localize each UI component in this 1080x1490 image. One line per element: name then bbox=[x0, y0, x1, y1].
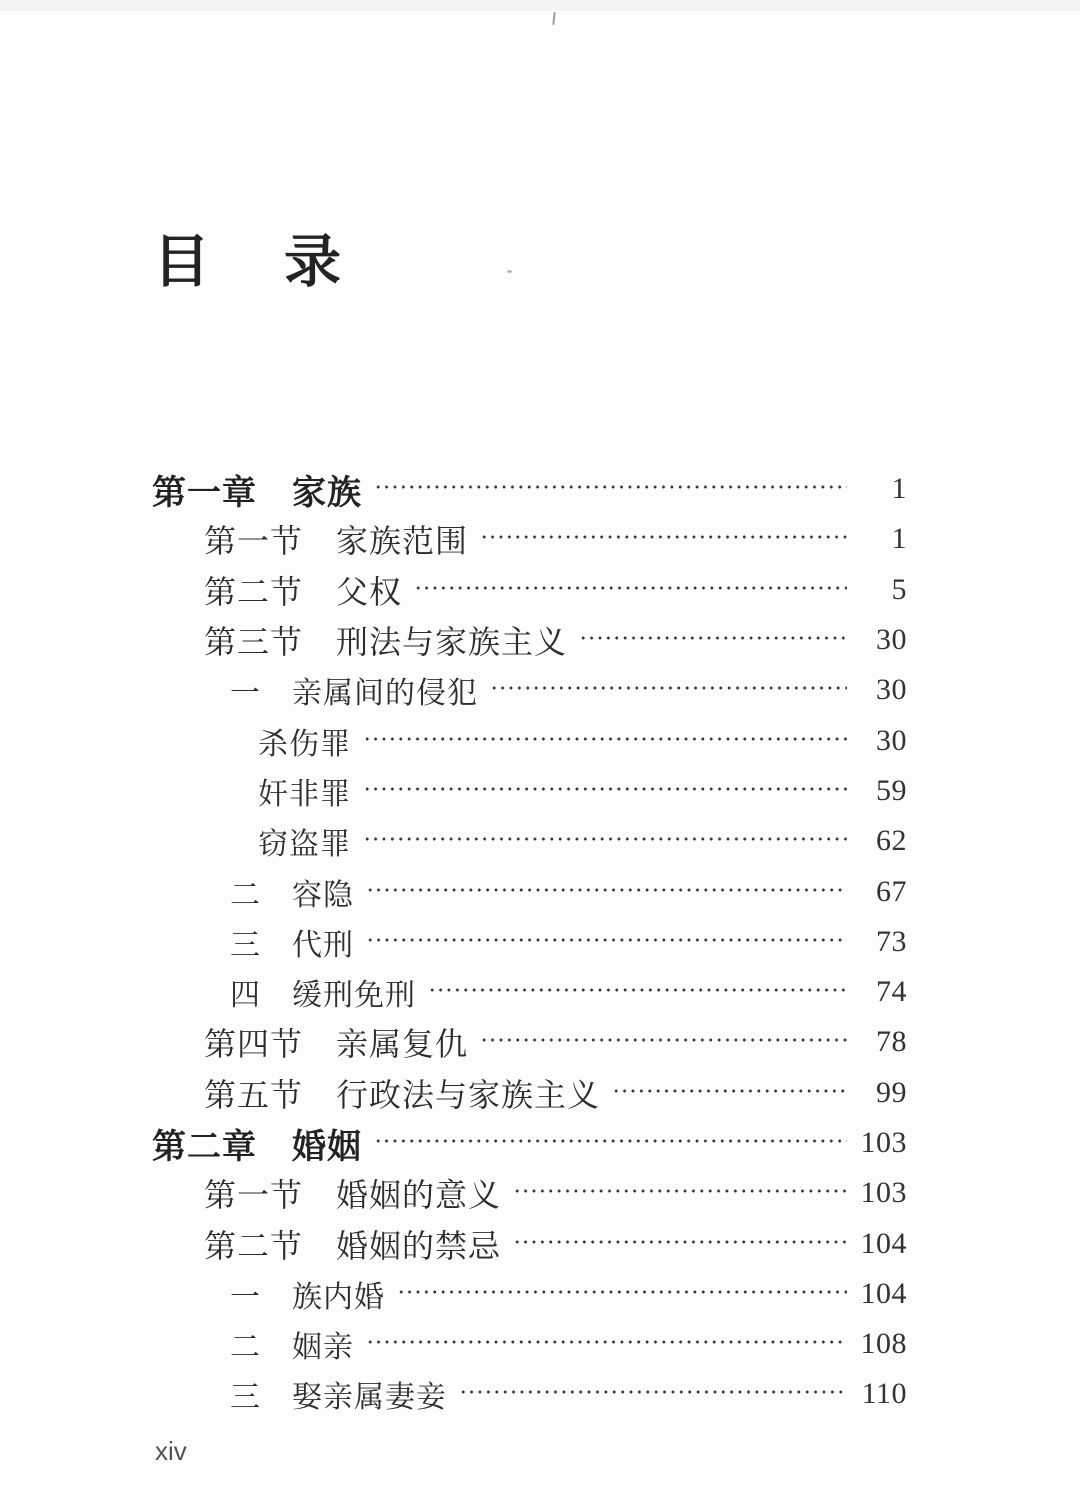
toc-entry-title: 第二章 婚姻 bbox=[152, 1128, 362, 1166]
toc-entry-title: 二 姻亲 bbox=[230, 1331, 354, 1365]
dot-leader bbox=[578, 631, 847, 645]
toc-entry-title: 第二节 婚姻的禁忌 bbox=[204, 1227, 502, 1264]
toc-entry bbox=[204, 1017, 907, 1067]
scan-artifact bbox=[507, 270, 512, 273]
toc-entry-page: 78 bbox=[876, 1025, 907, 1059]
toc-entry-title: 一 族内婚 bbox=[230, 1280, 385, 1314]
dot-leader bbox=[512, 1184, 846, 1198]
page-title: 目录 bbox=[153, 231, 415, 294]
toc-entry-title: 第一节 家族范围 bbox=[204, 523, 469, 560]
toc-entry bbox=[258, 766, 907, 816]
toc-entry bbox=[204, 1168, 907, 1218]
dot-leader bbox=[458, 1385, 847, 1399]
toc-entry bbox=[204, 514, 907, 564]
toc-entry-page: 30 bbox=[876, 673, 907, 707]
toc-entry bbox=[230, 1269, 907, 1319]
toc-entry-page: 104 bbox=[860, 1276, 907, 1310]
toc-entry-title: 第三节 刑法与家族主义 bbox=[204, 624, 568, 661]
toc-entry bbox=[230, 1319, 907, 1369]
dot-leader bbox=[479, 530, 847, 544]
toc-entry-title: 三 娶亲属妻妾 bbox=[230, 1381, 447, 1415]
toc-entry-title: 第一节 婚姻的意义 bbox=[204, 1177, 502, 1214]
dot-leader bbox=[512, 1235, 846, 1249]
toc-entry-title: 第二节 父权 bbox=[204, 573, 403, 610]
toc-entry bbox=[258, 816, 907, 866]
toc-entry bbox=[152, 464, 907, 514]
toc-entry-page: 62 bbox=[876, 824, 907, 858]
toc-entry-title: 奸非罪 bbox=[258, 777, 351, 811]
dot-leader bbox=[373, 1134, 847, 1148]
toc-entry-page: 108 bbox=[860, 1327, 907, 1361]
dot-leader bbox=[611, 1084, 847, 1098]
toc-entry-page: 103 bbox=[860, 1126, 907, 1159]
toc-entry-page: 1 bbox=[891, 472, 907, 506]
toc-entry-title: 窃盗罪 bbox=[258, 828, 351, 862]
dot-leader bbox=[489, 681, 847, 695]
toc-entry-title: 第四节 亲属复仇 bbox=[204, 1026, 469, 1063]
toc-entry bbox=[230, 967, 907, 1017]
toc-entry bbox=[230, 665, 907, 715]
folio-page-number: xiv bbox=[155, 1436, 187, 1466]
toc-entry-page: 104 bbox=[860, 1226, 907, 1260]
toc-entry-page: 67 bbox=[876, 874, 907, 908]
dot-leader bbox=[427, 983, 847, 997]
toc-entry bbox=[230, 917, 907, 967]
toc-entry-title: 一 亲属间的侵犯 bbox=[230, 677, 478, 711]
toc-entry-page: 5 bbox=[891, 572, 907, 606]
toc-entry-page: 110 bbox=[861, 1377, 907, 1411]
toc-entry bbox=[152, 1118, 907, 1168]
toc-entry-page: 73 bbox=[876, 924, 907, 958]
dot-leader bbox=[365, 933, 847, 947]
toc-entry-page: 30 bbox=[876, 623, 907, 657]
toc-entry bbox=[204, 565, 907, 615]
toc-entry-title: 杀伤罪 bbox=[258, 727, 351, 761]
toc-entry-page: 1 bbox=[891, 522, 907, 556]
toc-entry-page: 99 bbox=[876, 1075, 907, 1109]
dot-leader bbox=[362, 732, 847, 746]
scan-artifact bbox=[552, 12, 555, 25]
toc-entry bbox=[204, 1068, 907, 1118]
dot-leader bbox=[365, 883, 847, 897]
toc-list bbox=[152, 464, 907, 1420]
toc-entry-page: 103 bbox=[860, 1176, 907, 1210]
toc-entry bbox=[230, 1369, 907, 1419]
toc-entry-title: 第一章 家族 bbox=[152, 474, 362, 512]
dot-leader bbox=[396, 1285, 847, 1299]
toc-entry bbox=[204, 615, 907, 665]
dot-leader bbox=[479, 1033, 847, 1047]
toc-entry-title: 第五节 行政法与家族主义 bbox=[204, 1076, 601, 1113]
toc-entry-page: 30 bbox=[876, 723, 907, 757]
toc-entry-page: 59 bbox=[876, 773, 907, 807]
toc-entry bbox=[204, 1218, 907, 1268]
toc-entry-title: 三 代刑 bbox=[230, 928, 354, 962]
dot-leader bbox=[362, 782, 847, 796]
dot-leader bbox=[413, 581, 847, 595]
scan-edge-strip bbox=[0, 0, 1080, 11]
dot-leader bbox=[373, 480, 847, 494]
toc-entry-title: 二 容隐 bbox=[230, 878, 354, 912]
toc-entry-page: 74 bbox=[876, 975, 907, 1009]
dot-leader bbox=[362, 832, 847, 846]
dot-leader bbox=[365, 1335, 847, 1349]
toc-entry bbox=[230, 866, 907, 916]
toc-entry-title: 四 缓刑免刑 bbox=[230, 979, 416, 1013]
toc-entry bbox=[258, 715, 907, 765]
